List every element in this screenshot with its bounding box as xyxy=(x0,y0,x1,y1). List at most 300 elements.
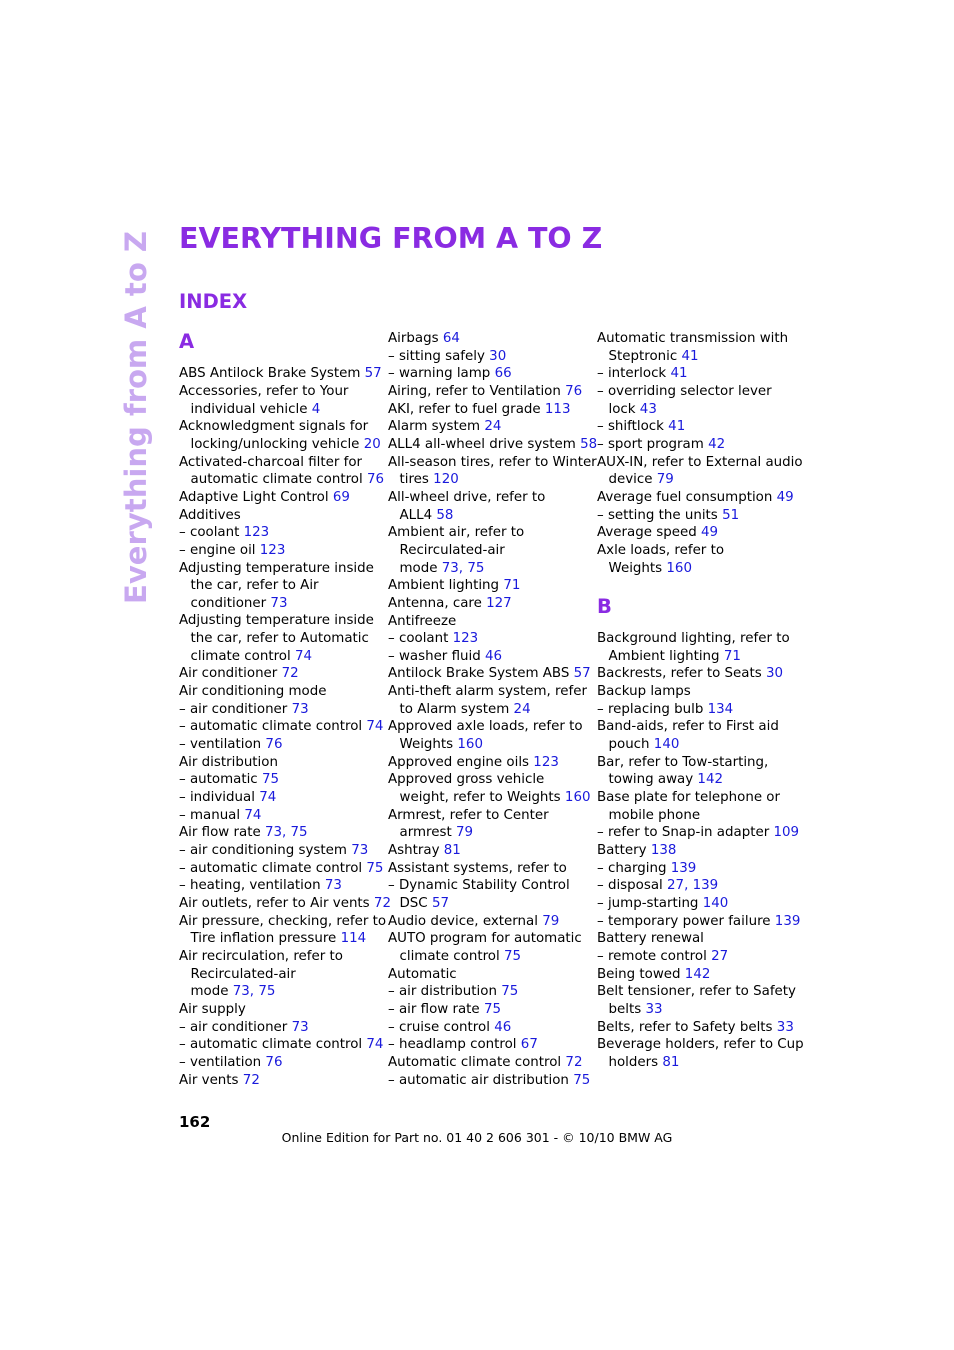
index-entry xyxy=(179,877,379,895)
index-entry xyxy=(388,418,588,436)
page-reference-link[interactable]: 73 xyxy=(264,825,282,841)
index-entry xyxy=(597,365,797,383)
page-reference-link[interactable]: 142 xyxy=(697,772,723,788)
index-entry-text: to Alarm system xyxy=(399,701,510,717)
index-entry-line xyxy=(597,824,800,842)
index-entry-text: Weights xyxy=(399,737,454,753)
page-reference-link[interactable]: 49 xyxy=(776,489,794,505)
page-reference-link[interactable]: 74 xyxy=(366,719,384,735)
page-reference-link[interactable]: 79 xyxy=(542,913,560,929)
index-entry-text: Average speed xyxy=(597,525,697,541)
page-reference-link[interactable]: 42 xyxy=(708,436,726,452)
index-entry-text: Base plate for telephone or xyxy=(597,790,781,806)
page-reference-link[interactable]: 72 xyxy=(281,666,299,682)
page-reference-link[interactable]: 73 xyxy=(232,984,250,1000)
index-entry-text: – interlock xyxy=(597,366,667,382)
index-entry-text: Approved axle loads, refer to xyxy=(388,719,583,735)
index-entry-line xyxy=(388,983,588,1001)
index-entry-line xyxy=(388,895,588,913)
index-entry-text: Ambient lighting xyxy=(608,648,720,664)
index-entry-text: – Dynamic Stability Control xyxy=(388,878,570,894)
index-entry xyxy=(179,701,379,719)
index-entry-text: DSC xyxy=(399,896,428,911)
index-entry-text: – engine oil xyxy=(179,542,256,558)
page-reference-link[interactable]: 71 xyxy=(723,648,741,664)
index-entry-line xyxy=(597,789,797,807)
page-reference-link[interactable]: 69 xyxy=(332,489,350,505)
index-entry-text: – refer to Snap-in adapter xyxy=(597,825,770,841)
page-reference-link[interactable]: 75 xyxy=(258,984,276,1000)
index-entry-text: Tire inflation pressure xyxy=(190,931,337,947)
index-entry xyxy=(597,1019,797,1037)
index-entry-line xyxy=(388,718,588,736)
index-entry-line xyxy=(597,630,797,648)
index-entry-line xyxy=(179,913,387,931)
index-column-1 xyxy=(179,330,391,1089)
index-entry xyxy=(388,1054,588,1072)
index-entry-text: Air supply xyxy=(179,1001,246,1017)
index-entry-line xyxy=(388,436,598,454)
index-entry-line xyxy=(597,1036,804,1054)
index-entry-text: – automatic climate control xyxy=(179,719,363,735)
index-entry xyxy=(388,577,588,595)
index-entry-text: Belt tensioner, refer to Safety xyxy=(597,984,796,1000)
index-entry-text: Accessories, refer to Your xyxy=(179,383,349,399)
index-column-3 xyxy=(597,330,804,1072)
index-entry-text: – disposal xyxy=(597,878,663,894)
page-reference-link[interactable]: 41 xyxy=(670,366,688,382)
index-entry-line xyxy=(179,895,391,913)
index-entry-line xyxy=(179,1036,384,1054)
index-entry-text: ABS Antilock Brake System xyxy=(179,366,361,382)
page-reference-link[interactable]: 120 xyxy=(433,472,459,488)
index-entry-text: lock xyxy=(608,401,636,417)
page-reference-link[interactable]: 81 xyxy=(662,1054,680,1070)
index-entry-text: – shiftlock xyxy=(597,419,664,435)
page-reference-link[interactable]: 74 xyxy=(366,1037,384,1053)
index-entry-line xyxy=(597,436,797,454)
index-entry-text: – washer fluid xyxy=(388,648,481,664)
index-entry-text: Additives xyxy=(179,507,241,523)
page-reference-link[interactable]: 76 xyxy=(565,383,583,399)
index-entry xyxy=(179,560,379,613)
index-entry xyxy=(388,877,588,912)
page-reference-link[interactable]: 58 xyxy=(436,507,454,523)
page-reference-link[interactable]: 73 xyxy=(270,595,288,611)
index-entry xyxy=(388,842,588,860)
index-entry xyxy=(179,807,379,825)
index-entry-line xyxy=(597,771,797,789)
index-entry-line xyxy=(597,383,797,401)
page-reference-link[interactable]: 139 xyxy=(774,913,801,929)
page-reference-link[interactable]: 72 xyxy=(373,895,391,911)
page-reference-link[interactable]: 51 xyxy=(722,507,740,523)
page-reference-link[interactable]: 64 xyxy=(442,331,460,346)
index-entry xyxy=(179,489,379,507)
index-entry-line xyxy=(179,454,379,472)
index-entry-line xyxy=(388,754,588,772)
index-entry-line xyxy=(388,365,588,383)
page-reference-link[interactable]: 75 xyxy=(290,825,308,841)
index-entry-text: Beverage holders, refer to Cup xyxy=(597,1037,804,1053)
index-entry-text: – replacing bulb xyxy=(597,701,704,717)
index-entry-line xyxy=(388,824,588,842)
index-entry-line xyxy=(388,771,588,789)
page-reference-link[interactable]: 114 xyxy=(340,931,367,947)
index-entry-line xyxy=(388,471,588,489)
index-entry-text: AKI, refer to fuel grade xyxy=(388,401,541,417)
page-reference-link[interactable]: 33 xyxy=(645,1001,663,1017)
index-entry xyxy=(597,930,797,948)
index-entry xyxy=(597,683,797,701)
index-entry-line xyxy=(388,648,588,666)
index-entry-line xyxy=(179,771,379,789)
page-reference-link[interactable]: 81 xyxy=(443,843,461,859)
index-entry-line xyxy=(179,789,379,807)
index-entry xyxy=(388,665,591,683)
index-entry-text: the car, refer to Air xyxy=(190,578,319,594)
index-entry-line xyxy=(597,930,797,948)
index-entry-text: ALL4 xyxy=(399,507,433,523)
index-entry-text: – air conditioner xyxy=(179,701,288,717)
index-entry-line xyxy=(179,807,379,825)
index-entry xyxy=(179,842,379,860)
page-reference-link[interactable]: 72 xyxy=(242,1072,260,1088)
page-reference-link[interactable]: 57 xyxy=(364,366,382,382)
index-entry xyxy=(597,630,797,665)
page-reference-link[interactable]: 160 xyxy=(564,790,591,806)
index-entry-text: Activated-charcoal filter for xyxy=(179,454,363,470)
page-reference-link[interactable]: 71 xyxy=(503,578,521,594)
section-title: INDEX xyxy=(179,290,248,313)
page-reference-link[interactable]: 123 xyxy=(533,754,559,770)
index-entry-text: All-season tires, refer to Winter xyxy=(388,454,597,470)
page-reference-link[interactable]: 140 xyxy=(702,895,729,911)
index-entry-text: Backup lamps xyxy=(597,684,691,700)
index-entry xyxy=(388,630,588,648)
page-reference-link[interactable]: 74 xyxy=(259,790,277,806)
page-reference-link[interactable]: 73 xyxy=(291,1019,309,1035)
index-entry-line xyxy=(388,736,588,754)
index-entry-text: mode xyxy=(190,984,229,1000)
index-entry-line xyxy=(597,560,797,578)
page-reference-link[interactable]: 160 xyxy=(666,560,692,576)
index-entry-line xyxy=(179,718,384,736)
index-entry xyxy=(597,754,797,789)
index-entry-line xyxy=(179,630,379,648)
index-entry-line xyxy=(597,842,797,860)
page-reference-link[interactable]: 41 xyxy=(668,419,686,435)
index-entry-text: towing away xyxy=(608,772,694,788)
index-entry-line xyxy=(388,489,588,507)
page-reference-link[interactable]: 43 xyxy=(639,401,657,417)
index-entry xyxy=(179,1036,384,1054)
index-letter-heading: A xyxy=(179,330,195,353)
page-reference-link[interactable]: 73 xyxy=(351,843,369,859)
page-reference-link[interactable]: 75 xyxy=(467,560,485,576)
index-entry-text: tires xyxy=(399,472,429,488)
index-entry-line xyxy=(597,913,801,931)
index-entry-text: device xyxy=(608,472,653,488)
index-entry-line xyxy=(388,1001,588,1019)
index-entry-text: – ventilation xyxy=(179,1054,262,1070)
index-entry-text: – cruise control xyxy=(388,1019,490,1035)
index-entry xyxy=(597,1036,804,1071)
index-entry-text: individual vehicle xyxy=(190,401,308,417)
index-entry xyxy=(597,665,797,683)
index-entry-line xyxy=(179,966,379,984)
page-reference-link[interactable]: 75 xyxy=(261,772,279,788)
page-reference-link[interactable]: 41 xyxy=(681,348,699,364)
index-entry-text: Recirculated-air xyxy=(190,966,296,982)
index-entry-line xyxy=(388,1019,588,1037)
index-entry-line xyxy=(179,612,379,630)
index-entry-line xyxy=(179,948,379,966)
index-entry xyxy=(597,966,797,984)
index-entry-line xyxy=(597,507,797,525)
index-entry xyxy=(179,683,379,701)
page-reference-link[interactable]: 79 xyxy=(455,825,474,841)
page-reference-link[interactable]: 74 xyxy=(294,648,313,664)
page-reference-link[interactable]: 67 xyxy=(520,1037,538,1053)
index-entry-text: Band-aids, refer to First aid xyxy=(597,719,779,735)
page-reference-link[interactable]: 73 xyxy=(291,701,309,717)
index-entry-text: automatic climate control xyxy=(190,472,363,488)
page-reference-link[interactable]: 127 xyxy=(486,595,512,611)
side-section-title xyxy=(119,230,153,605)
index-entry xyxy=(597,718,797,753)
index-entry xyxy=(388,436,598,454)
index-entry-text: – automatic xyxy=(179,772,258,788)
page-reference-link[interactable]: 49 xyxy=(700,525,719,541)
index-entry-line xyxy=(388,330,588,348)
index-entry xyxy=(388,983,588,1001)
page-reference-link[interactable]: 76 xyxy=(265,737,283,753)
index-entry xyxy=(597,507,797,525)
index-entry-line xyxy=(388,860,588,878)
index-entry-text: belts xyxy=(608,1001,642,1017)
index-entry-text: – jump-starting xyxy=(597,895,699,911)
index-entry-line xyxy=(179,560,379,578)
index-entry-line xyxy=(597,895,797,913)
index-entry-line xyxy=(179,542,379,560)
page-reference-link[interactable]: 46 xyxy=(484,648,503,664)
page-reference-link[interactable]: 27 xyxy=(667,878,685,894)
index-entry-text: Automatic climate control xyxy=(388,1054,562,1070)
index-entry xyxy=(597,789,797,824)
index-entry-text: Alarm system xyxy=(388,419,481,435)
index-entry-text: climate control xyxy=(190,648,291,664)
page-reference-link[interactable]: 66 xyxy=(494,366,512,382)
index-entry-line xyxy=(179,701,379,719)
index-entry-line xyxy=(388,789,591,807)
index-entry-text: Air conditioning mode xyxy=(179,684,327,700)
index-entry xyxy=(597,330,797,365)
index-entry-line: mode 73, 75 xyxy=(399,560,485,576)
index-entry-text: Antilock Brake System ABS xyxy=(388,666,570,682)
index-entry-text: – coolant xyxy=(388,631,449,647)
page-reference-link[interactable]: 4 xyxy=(311,401,321,417)
index-entry-line xyxy=(179,736,379,754)
index-entry-text: pouch xyxy=(608,737,650,753)
page-reference-link[interactable]: 75 xyxy=(366,860,384,876)
index-entry-text: Automatic transmission with xyxy=(597,331,789,346)
index-entry xyxy=(388,913,588,931)
index-entry-text: mode xyxy=(399,560,438,576)
page-reference-link[interactable]: 74 xyxy=(244,807,262,823)
index-entry-text: Axle loads, refer to xyxy=(597,542,725,558)
page-reference-link[interactable]: 76 xyxy=(366,472,385,488)
index-entry-text: Approved engine oils xyxy=(388,754,530,770)
index-entry xyxy=(388,524,588,577)
index-entry xyxy=(388,401,588,419)
index-entry-line xyxy=(597,401,797,419)
index-entry-text: Belts, refer to Safety belts xyxy=(597,1019,773,1035)
index-entry xyxy=(179,895,391,913)
index-entry-text: – charging xyxy=(597,860,667,876)
index-entry-line xyxy=(388,948,588,966)
index-entry-text: Air flow rate xyxy=(179,825,261,841)
index-entry xyxy=(388,860,588,878)
page-reference-link[interactable]: 72 xyxy=(565,1054,583,1070)
index-entry-text: Air outlets, refer to Air vents xyxy=(179,895,370,911)
page-reference-link[interactable]: 160 xyxy=(457,737,483,753)
index-entry-line xyxy=(597,542,797,560)
index-entry xyxy=(388,454,597,489)
side-section-title-text: Everything from A to Z xyxy=(119,231,153,604)
page-reference-link[interactable]: 33 xyxy=(776,1019,794,1035)
index-entry-text: Ambient air, refer to xyxy=(388,525,525,541)
index-entry xyxy=(597,436,797,454)
index-entry-line xyxy=(597,718,797,736)
index-entry-text: Adaptive Light Control xyxy=(179,489,329,505)
page-reference-link[interactable]: 73 xyxy=(441,560,459,576)
page-reference-link[interactable]: 73 xyxy=(324,878,342,894)
index-entry xyxy=(179,383,379,418)
page-reference-link[interactable]: 57 xyxy=(431,896,449,911)
index-entry-line xyxy=(388,630,588,648)
page-reference-link[interactable]: 75 xyxy=(483,1001,501,1017)
index-entry-text: Average fuel consumption xyxy=(597,489,773,505)
page-reference-link[interactable]: 142 xyxy=(684,966,711,982)
index-entry-text: – warning lamp xyxy=(388,366,491,382)
page-reference-link[interactable]: 109 xyxy=(773,825,800,841)
page-reference-link[interactable]: 140 xyxy=(653,737,680,753)
page-reference-link[interactable]: 30 xyxy=(765,666,784,682)
index-entry xyxy=(388,1072,591,1090)
index-entry-line xyxy=(388,966,588,984)
index-entry xyxy=(179,789,379,807)
page-reference-link[interactable]: 30 xyxy=(489,348,507,364)
index-entry-text: – remote control xyxy=(597,948,707,964)
index-entry xyxy=(179,860,384,878)
index-entry-text: AUTO program for automatic xyxy=(388,931,582,947)
index-entry-text: Antenna, care xyxy=(388,595,482,611)
index-entry xyxy=(179,1001,379,1019)
index-entry-line xyxy=(179,577,379,595)
index-entry xyxy=(388,648,588,666)
index-entry-line xyxy=(388,524,588,542)
index-entry-text: Antifreeze xyxy=(388,613,457,629)
index-entry xyxy=(179,718,384,736)
page-reference-link[interactable]: 123 xyxy=(243,525,270,541)
index-entry-text: Air vents xyxy=(179,1072,239,1088)
page-reference-link[interactable]: 123 xyxy=(452,631,479,647)
index-entry-line xyxy=(179,507,379,525)
index-entry-text: All-wheel drive, refer to xyxy=(388,489,546,505)
index-entry-line xyxy=(597,683,797,701)
index-entry-line xyxy=(179,595,379,613)
index-entry-line xyxy=(179,1054,379,1072)
page-reference-link[interactable]: 113 xyxy=(544,401,571,417)
index-entry xyxy=(179,542,379,560)
index-entry-text: – automatic climate control xyxy=(179,1037,363,1053)
index-entry xyxy=(388,807,588,842)
page-reference-link[interactable]: 20 xyxy=(363,436,381,452)
index-entry-line xyxy=(179,383,379,401)
index-entry xyxy=(179,665,379,683)
index-entry-line: – disposal 27, 139 xyxy=(597,878,719,894)
page-reference-link[interactable]: 123 xyxy=(259,542,286,558)
index-entry-text: Air conditioner xyxy=(179,666,278,682)
index-entry xyxy=(597,542,797,577)
index-letter-heading: B xyxy=(597,594,612,618)
index-entry-line: Air flow rate 73, 75 xyxy=(179,825,308,841)
index-entry xyxy=(388,930,588,965)
index-entry-text: Air distribution xyxy=(179,754,278,770)
index-entry-line xyxy=(597,807,797,825)
page-reference-link[interactable]: 75 xyxy=(503,948,522,964)
index-entry-text: Background lighting, refer to xyxy=(597,631,790,647)
index-entry-text: AUX-IN, refer to External audio xyxy=(597,454,803,470)
page-reference-link[interactable]: 75 xyxy=(573,1072,591,1088)
page-reference-link[interactable]: 24 xyxy=(513,701,531,717)
index-entry xyxy=(388,489,588,524)
index-entry xyxy=(388,613,588,631)
index-entry-text: Battery renewal xyxy=(597,931,704,947)
page-reference-link[interactable]: 27 xyxy=(711,948,729,964)
page-reference-link[interactable]: 58 xyxy=(580,436,598,452)
index-entry xyxy=(597,524,797,542)
index-entry xyxy=(597,877,797,895)
index-entry-line xyxy=(179,754,379,772)
index-entry xyxy=(597,824,800,842)
index-entry-line xyxy=(597,860,797,878)
page-reference-link[interactable]: 46 xyxy=(494,1019,512,1035)
index-entry-text: Being towed xyxy=(597,966,681,982)
page-reference-link[interactable]: 24 xyxy=(484,419,502,435)
index-entry xyxy=(388,966,588,984)
page-reference-link[interactable]: 139 xyxy=(670,860,697,876)
page-reference-link[interactable]: 79 xyxy=(656,472,674,488)
page-reference-link[interactable]: 76 xyxy=(265,1054,283,1070)
index-entry-line xyxy=(597,701,797,719)
page-reference-link[interactable]: 134 xyxy=(707,701,734,717)
page-reference-link[interactable]: 139 xyxy=(692,878,719,894)
page-reference-link[interactable]: 57 xyxy=(573,666,591,682)
page-reference-link[interactable]: 138 xyxy=(650,843,677,858)
index-entry xyxy=(179,1054,379,1072)
index-entry-line xyxy=(388,1036,588,1054)
index-entry-text: Adjusting temperature inside xyxy=(179,560,374,576)
page-reference-link[interactable]: 75 xyxy=(501,984,519,1000)
index-entry xyxy=(597,489,797,507)
index-entry xyxy=(179,913,387,948)
index-entry-text: Steptronic xyxy=(608,348,678,364)
index-entry-text: – temporary power failure xyxy=(597,913,771,929)
index-entry-text: – overriding selector lever xyxy=(597,383,772,399)
index-entry-line xyxy=(597,665,797,683)
